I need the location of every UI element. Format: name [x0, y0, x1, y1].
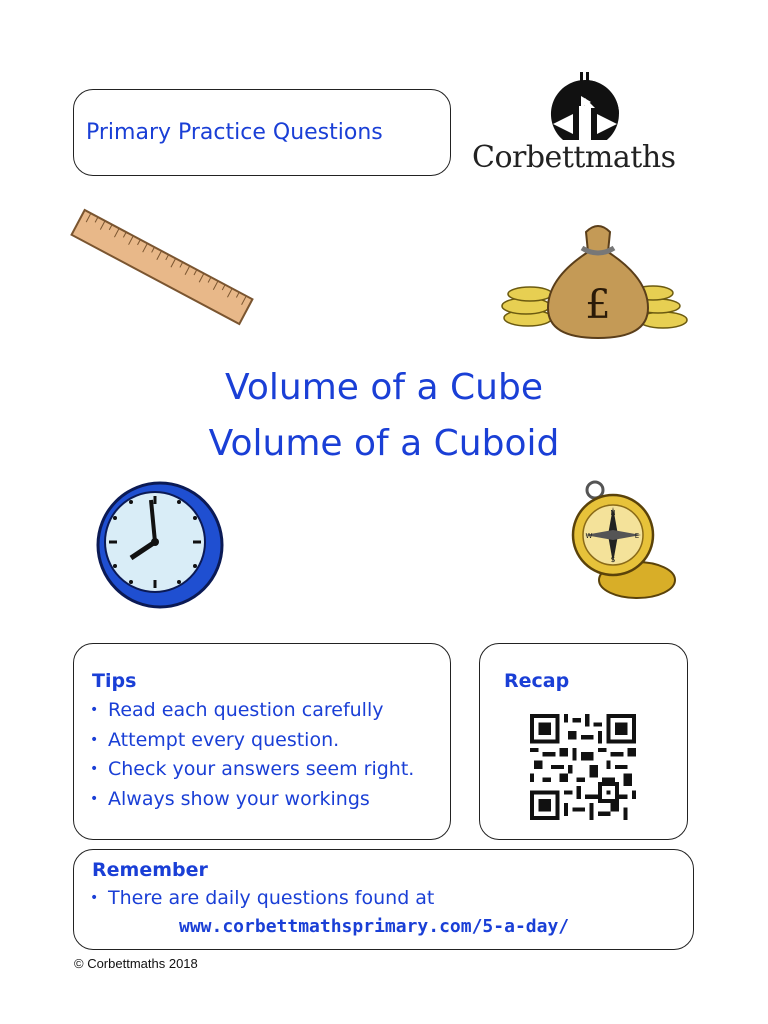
- svg-text:N: N: [610, 509, 616, 517]
- remember-heading: Remember: [92, 859, 208, 881]
- bullet-icon: •: [90, 761, 99, 777]
- recap-box: [479, 643, 688, 840]
- title-line-1: Volume of a Cube: [225, 367, 543, 408]
- title-line-2: Volume of a Cuboid: [208, 423, 560, 464]
- header-box: [73, 89, 451, 176]
- svg-text:£: £: [585, 282, 611, 328]
- remember-box: [73, 849, 694, 950]
- svg-text:W: W: [585, 532, 593, 540]
- bullet-icon: •: [90, 790, 99, 807]
- bullet-icon: •: [90, 731, 99, 748]
- bullet-icon: •: [90, 702, 99, 718]
- logo-text: Corbettmaths: [472, 140, 676, 175]
- svg-text:E: E: [634, 532, 640, 540]
- tips-heading: Tips: [92, 670, 137, 692]
- corbettmaths-logo-icon: [543, 72, 627, 140]
- money-bag-icon: [498, 218, 693, 343]
- qr-code-icon[interactable]: [528, 714, 638, 820]
- tips-list: [90, 696, 414, 814]
- main-title: [0, 360, 768, 472]
- remember-list: [90, 884, 434, 914]
- bullet-icon: •: [90, 890, 99, 906]
- tip-text: Attempt every question.: [108, 728, 340, 751]
- list-item: [90, 755, 414, 785]
- tip-text: Check your answers seem right.: [108, 758, 415, 780]
- recap-heading: Recap: [504, 670, 570, 692]
- copyright-text: © Corbettmaths 2018: [74, 956, 198, 971]
- page-subtitle: Primary Practice Questions: [86, 120, 383, 145]
- tip-text: Read each question carefully: [108, 699, 384, 721]
- corbettmaths-logo: [468, 72, 688, 182]
- svg-text:S: S: [610, 556, 616, 564]
- tip-text: Always show your workings: [108, 787, 370, 810]
- list-item: [90, 726, 414, 756]
- tips-box: [73, 643, 451, 840]
- list-item: [90, 785, 414, 815]
- clock-icon: [95, 480, 225, 610]
- daily-questions-link[interactable]: www.corbettmathsprimary.com/5-a-day/: [179, 916, 570, 937]
- remember-text: There are daily questions found at: [108, 887, 435, 909]
- list-item: [90, 696, 414, 726]
- list-item: [90, 884, 434, 914]
- ruler-icon: [62, 205, 262, 330]
- compass-icon: [565, 480, 680, 602]
